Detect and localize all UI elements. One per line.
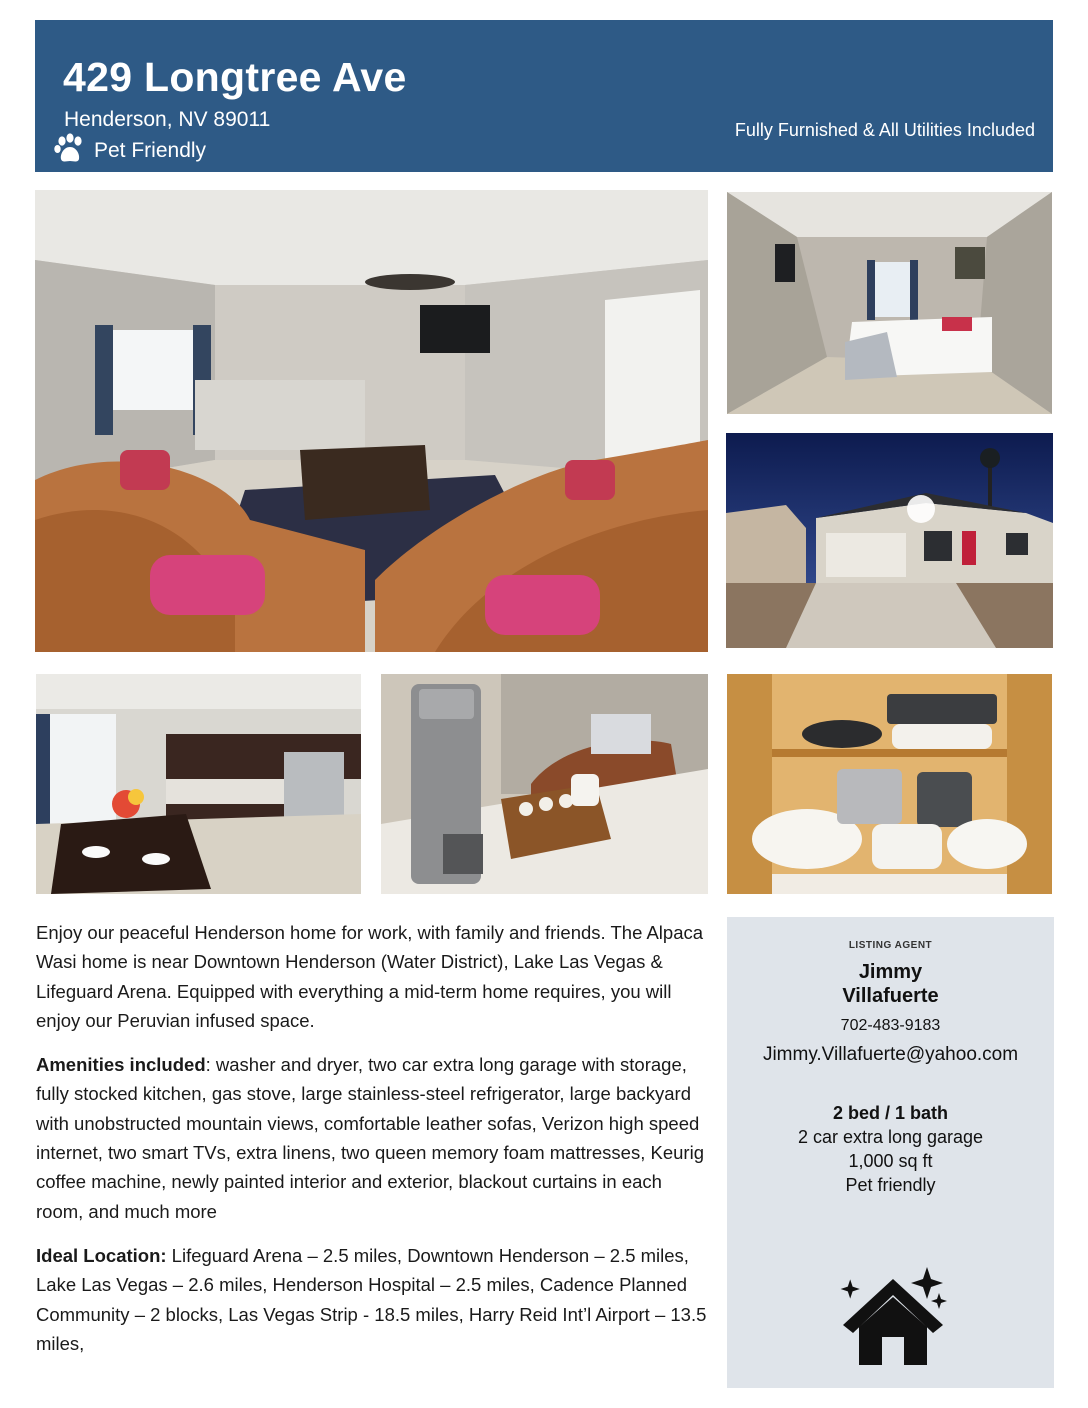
listing-header <box>35 20 1053 172</box>
coffee-maker-photo <box>381 674 708 894</box>
beds-baths: 2 bed / 1 bath <box>832 1103 949 1123</box>
intro-paragraph: Enjoy our peaceful Henderson home for work, with family and friends. The Alpaca Wasi home is near Downtown Henderson (Water District), Lake Las Vegas & Lifeguard Arena. Equipped with everything a mid-term home requires, you will enjoy our Peruvian infused space. <box>36 922 704 1031</box>
furnished-note: Fully Furnished & All Utilities Included <box>734 120 1035 140</box>
location-paragraph <box>36 1241 708 1358</box>
property-specs <box>727 1101 1054 1197</box>
area-spec: 1,000 sq ft <box>848 1151 933 1171</box>
agent-email[interactable]: Jimmy.Villafuerte@yahoo.com <box>762 1044 1019 1065</box>
living-room-photo <box>35 190 708 652</box>
garage-spec: 2 car extra long garage <box>797 1127 984 1147</box>
amenities-paragraph <box>36 1050 708 1226</box>
amenities-text: : washer and dryer, two car extra long garage with storage, fully stocked kitchen, gas stove, large stainless-steel refrigerator, large backyard with unobstructed mountain views, comfortable leather sofas, Verizon high speed internet, two smart TVs, extra linens, two queen memory foam mattresses, Keurig coffee machine, newly painted interior and exterior, blackout curtains in each room, and much more <box>36 1054 704 1222</box>
location-text: Lifeguard Arena – 2.5 miles, Downtown Henderson – 2.5 miles, Lake Las Vegas – 2.6 miles, Henderson Hospital – 2.5 miles, Cadence Planned Community – 2 blocks, Las Vegas Strip - 18.5 miles, Harry Reid Int’l Airport – 13.5 miles, <box>36 1244 707 1354</box>
bedroom-photo <box>727 192 1052 414</box>
paw-icon <box>53 132 87 166</box>
property-address: 429 Longtree Ave <box>63 54 407 100</box>
agent-panel <box>727 917 1054 1388</box>
amenities-label: Amenities included <box>36 1054 206 1076</box>
agent-last-name: Villafuerte <box>842 985 939 1007</box>
property-city: Henderson, NV 89011 <box>64 108 271 131</box>
location-label: Ideal Location: <box>36 1244 167 1266</box>
agent-phone[interactable]: 702-483-9183 <box>840 1017 941 1034</box>
agent-first-name: Jimmy <box>858 961 923 983</box>
house-sparkle-icon <box>839 1267 947 1367</box>
agent-name <box>727 960 1054 1008</box>
agent-label: LISTING AGENT <box>848 940 933 951</box>
kitchen-photo <box>36 674 361 894</box>
cookware-photo <box>727 674 1052 894</box>
exterior-photo <box>726 433 1053 648</box>
pet-friendly-tag: Pet Friendly <box>94 139 207 162</box>
listing-description <box>36 918 708 1373</box>
pets-spec: Pet friendly <box>845 1175 936 1195</box>
